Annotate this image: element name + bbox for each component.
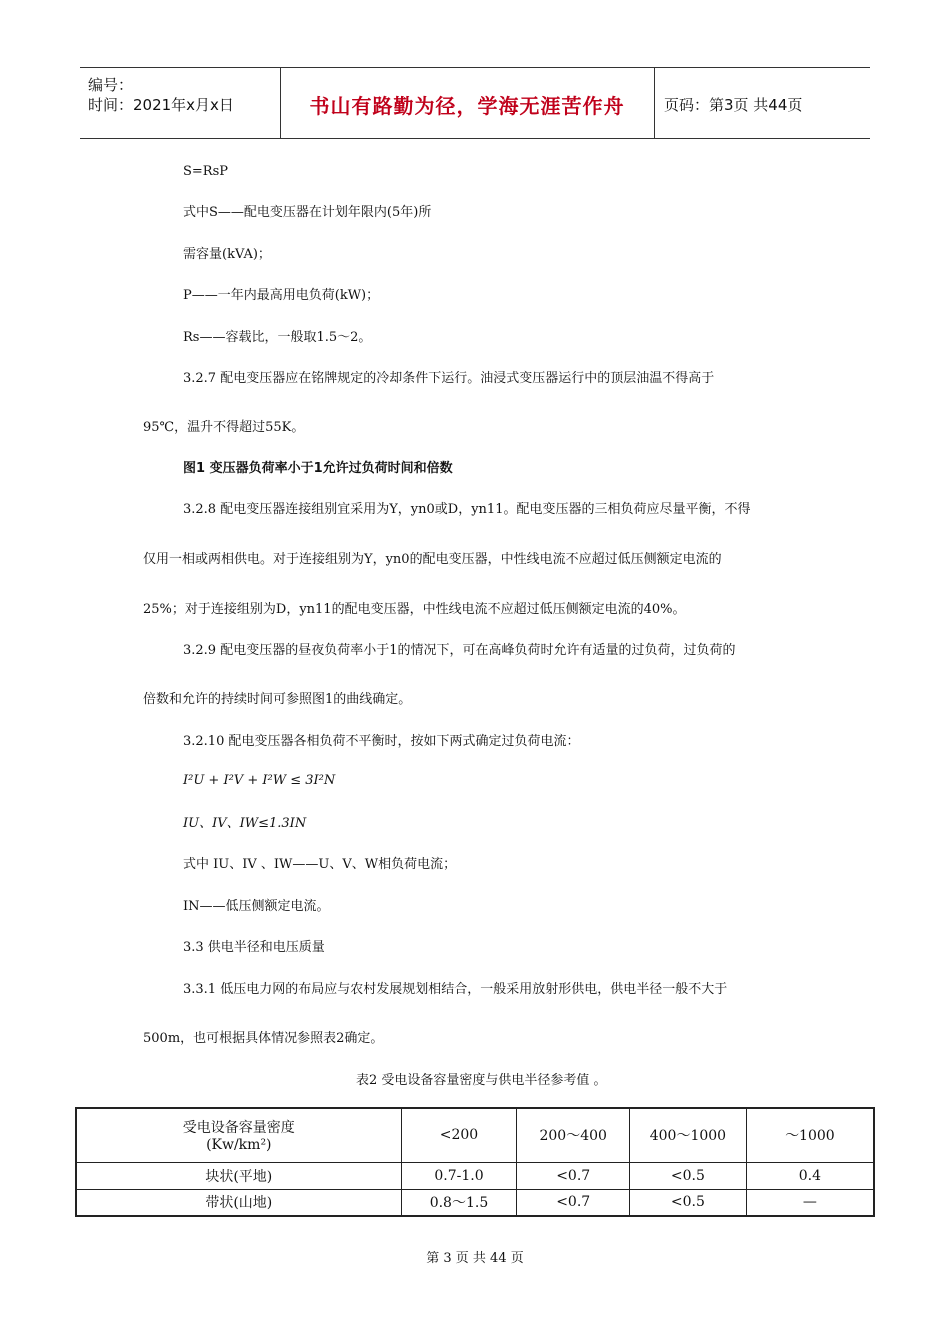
section-heading: 3.3 供电半径和电压质量 <box>183 940 325 955</box>
table-column-header: <200 <box>401 1108 517 1162</box>
formula-current-squares: I²U + I²V + I²W ≤ 3I²N <box>183 773 336 788</box>
body-line: 需容量(kVA)； <box>183 247 271 262</box>
paragraph-3-2-7: 3.2.7 配电变压器应在铭牌规定的冷却条件下运行。油浸式变压器运行中的顶层油温不得高于 <box>183 371 715 386</box>
table-cell: — <box>746 1189 874 1216</box>
paragraph-3-2-10: 3.2.10 配电变压器各相负荷不平衡时，按如下两式确定过负荷电流： <box>183 734 580 749</box>
table-row-label: 带状(山地) <box>76 1189 401 1216</box>
time-label: 时间：2021年x月x日 <box>88 96 234 114</box>
figure-caption: 图1 变压器负荷率小于1允许过负荷时间和倍数 <box>183 461 453 476</box>
header-meta-cell <box>80 68 281 138</box>
definition-line: IN——低压侧额定电流。 <box>183 899 330 914</box>
table-cell: 0.8～1.5 <box>401 1189 517 1216</box>
table-row <box>76 1162 874 1189</box>
table-cell: <0.7 <box>517 1189 630 1216</box>
body-line: Rs——容载比，一般取1.5～2。 <box>183 330 372 345</box>
paragraph-3-2-7-cont: 95℃，温升不得超过55K。 <box>143 420 305 435</box>
table-header-row <box>76 1108 874 1162</box>
formula-current-limit: IU、IV、IW≤1.3IN <box>183 816 307 831</box>
body-line: P——一年内最高用电负荷(kW)； <box>183 288 380 303</box>
table-header-label: 受电设备容量密度 (Kw/km²) <box>76 1108 401 1162</box>
paragraph-3-3-1-cont: 500m，也可根据具体情况参照表2确定。 <box>143 1031 384 1046</box>
paragraph-3-3-1: 3.3.1 低压电力网的布局应与农村发展规划相结合，一般采用放射形供电，供电半径一般不大于 <box>183 982 728 997</box>
reference-table <box>75 1107 875 1217</box>
page-footer: 第 3 页 共 44 页 <box>426 1251 524 1266</box>
body-line: 式中S——配电变压器在计划年限内(5年)所 <box>183 205 432 220</box>
table-row <box>76 1189 874 1216</box>
page-header <box>80 67 870 139</box>
table-cell: 0.7-1.0 <box>401 1162 517 1189</box>
table-cell: <0.5 <box>630 1189 747 1216</box>
table-caption: 表2 受电设备容量密度与供电半径参考值 。 <box>356 1073 607 1088</box>
page-info: 页码：第3页 共44页 <box>664 96 803 114</box>
paragraph-3-2-9: 3.2.9 配电变压器的昼夜负荷率小于1的情况下，可在高峰负荷时允许有适量的过负荷，过负荷的 <box>183 643 736 658</box>
number-label: 编号： <box>88 76 134 94</box>
motto: 书山有路勤为径，学海无涯苦作舟 <box>309 94 625 118</box>
definition-line: 式中 IU、IV 、IW——U、V、W相负荷电流； <box>183 857 457 872</box>
table-column-header: 200～400 <box>517 1108 630 1162</box>
table-cell: <0.7 <box>517 1162 630 1189</box>
paragraph-3-2-9-cont: 倍数和允许的持续时间可参照图1的曲线确定。 <box>143 692 412 707</box>
table-cell: 0.4 <box>746 1162 874 1189</box>
paragraph-3-2-8-cont: 仅用一相或两相供电。对于连接组别为Y，yn0的配电变压器，中性线电流不应超过低压侧额定电流的 <box>143 552 722 567</box>
header-motto-cell <box>280 68 655 138</box>
table-column-header: 400～1000 <box>630 1108 747 1162</box>
table-cell: <0.5 <box>630 1162 747 1189</box>
paragraph-3-2-8: 3.2.8 配电变压器连接组别宜采用为Y，yn0或D，yn11。配电变压器的三相负荷应尽量平衡，不得 <box>183 502 751 517</box>
table-column-header: ～1000 <box>746 1108 874 1162</box>
table-row-label: 块状(平地) <box>76 1162 401 1189</box>
header-page-cell <box>654 68 870 138</box>
paragraph-3-2-8-cont: 25%；对于连接组别为D，yn11的配电变压器，中性线电流不应超过低压侧额定电流的40%。 <box>143 602 686 617</box>
formula-srsp: S=RsP <box>183 164 229 179</box>
